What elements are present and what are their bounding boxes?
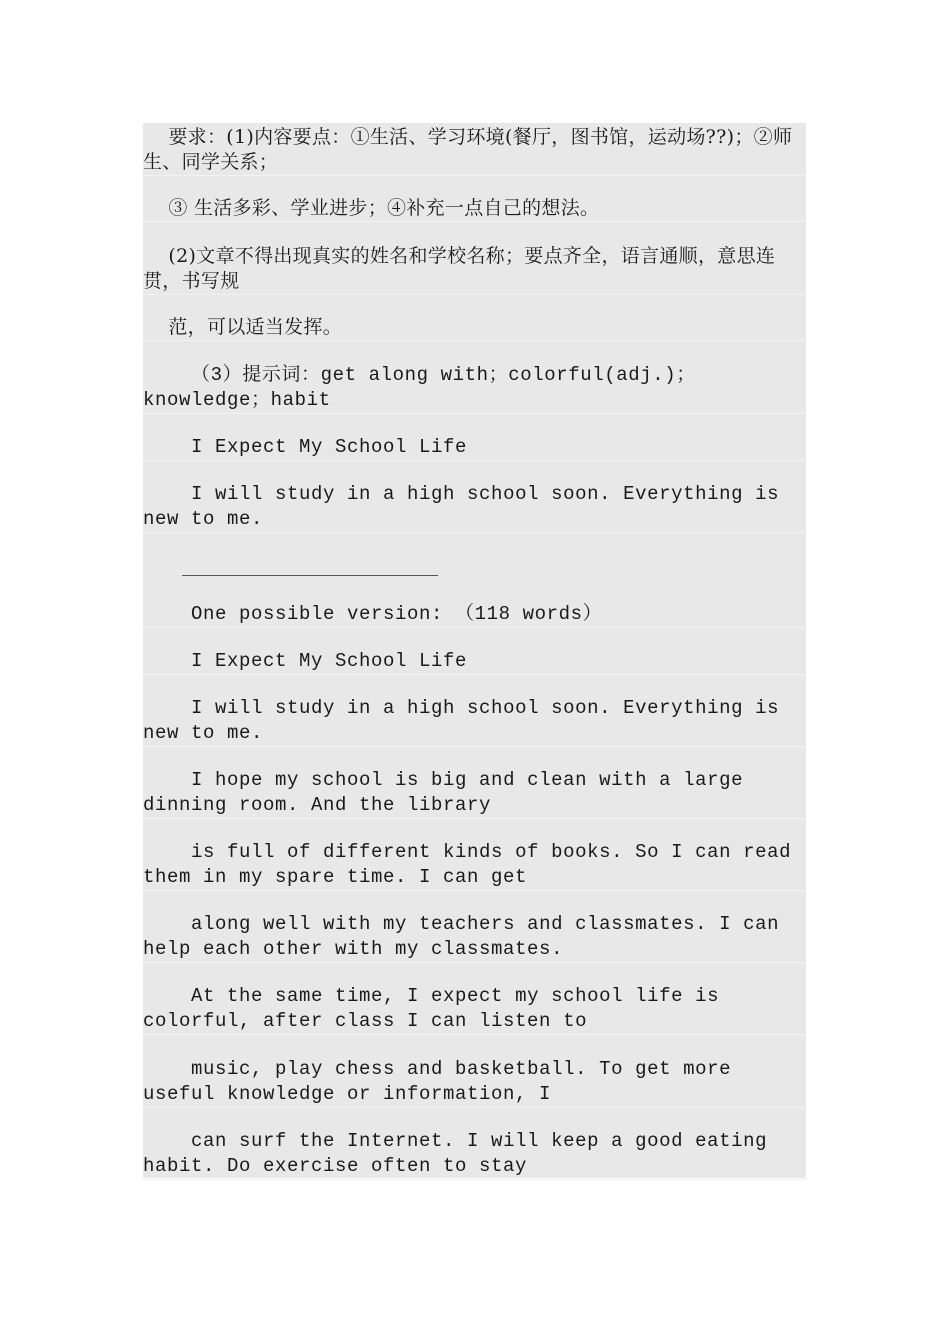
requirement-paragraph-4: 范，可以适当发挥。 xyxy=(143,315,806,341)
requirement-paragraph-1: 要求：(1)内容要点：①生活、学习环境(餐厅，图书馆，运动场??)；②师生、同学关系； xyxy=(143,125,806,176)
sample-paragraph-1: I will study in a high school soon. Everything is new to me. xyxy=(143,696,806,747)
hint-words: （3）提示词：get along with；colorful(adj.)；knowledge；habit xyxy=(143,363,806,414)
writing-blank-line xyxy=(182,575,438,576)
requirement-paragraph-2: ③ 生活多彩、学业进步；④补充一点自己的想法。 xyxy=(143,196,806,222)
document-page xyxy=(143,123,806,1178)
sample-title: I Expect My School Life xyxy=(143,649,806,675)
sample-paragraph-3: is full of different kinds of books. So I can read them in my spare time. I can get xyxy=(143,840,806,891)
sample-paragraph-4: along well with my teachers and classmates. I can help each other with my classmates. xyxy=(143,912,806,963)
sample-paragraph-2: I hope my school is big and clean with a large dinning room. And the library xyxy=(143,768,806,819)
sample-paragraph-7: can surf the Internet. I will keep a good eating habit. Do exercise often to stay xyxy=(143,1129,806,1180)
requirement-paragraph-3: (2)文章不得出现真实的姓名和学校名称；要点齐全，语言通顺，意思连贯，书写规 xyxy=(143,244,806,295)
sample-heading: One possible version: （118 words） xyxy=(143,602,806,628)
sample-paragraph-5: At the same time, I expect my school life is colorful, after class I can listen to xyxy=(143,984,806,1035)
essay-opening: I will study in a high school soon. Everything is new to me. xyxy=(143,482,806,533)
essay-title: I Expect My School Life xyxy=(143,435,806,461)
sample-paragraph-6: music, play chess and basketball. To get more useful knowledge or information, I xyxy=(143,1057,806,1108)
